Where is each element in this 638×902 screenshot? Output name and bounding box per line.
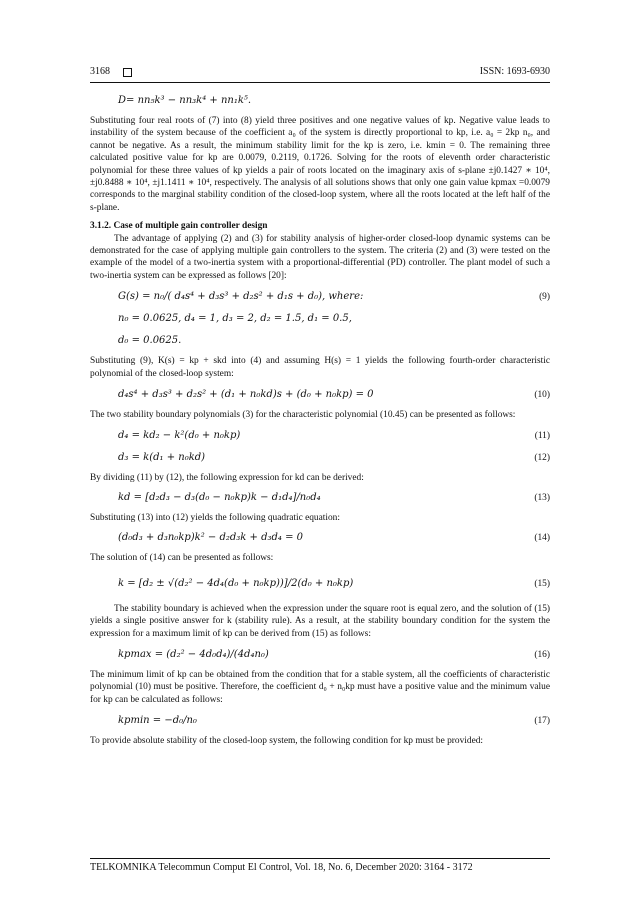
paragraph: The two stability boundary polynomials (3) for the characteristic polynomial (10.45) can be presented as follows: (90, 410, 516, 421)
equation-14: (d₀d₃ + d₃n₀kp)k² − d₂d₃k + d₃d₄ = 0 (14) (118, 532, 550, 544)
article-body (90, 90, 550, 748)
equation-15: k = [d₂ ± √(d₂² − 4d₄(d₀ + n₀kp))]/2(d₀ + n₀kp) (15) (118, 577, 550, 589)
paragraph: The minimum limit of kp can be obtained from the condition that for a stable system, all the coefficients of characteristic polynomial (10) must be positive. Therefore, the coefficient d₀ + n₀kp must have a positive value and the minimum value for kp can be calculated as follows: (90, 669, 550, 705)
page-number: 3168 (90, 66, 110, 77)
running-header (90, 66, 550, 82)
equation-10: d₄s⁴ + d₃s³ + d₂s² + (d₁ + n₀kd)s + (d₀ + n₀kp) = 0 (10) (118, 389, 550, 401)
paragraph: The stability boundary is achieved when the expression under the square root is equal zero, and the solution of (15) yields a single positive answer for k (stability rule). As a result, at the stability boundary condition for the system the expression for a maximum limit of kp can be derived from (15) as follows: (90, 603, 550, 639)
running-footer: TELKOMNIKA Telecommun Comput El Control, Vol. 18, No. 6, December 2020: 3164 - 3172 (90, 862, 473, 873)
equation-D: D= nn₅k³ − nn₃k⁴ + nn₁k⁵. (118, 95, 252, 106)
issn-label: ISSN: 1693-6930 (479, 66, 550, 77)
footer-rule (90, 858, 550, 859)
paragraph: Substituting four real roots of (7) into (8) yield three positives and one negative values of kp. Negative value leads to instability of the system because of the coefficient a₀ of the system is directly proportional to kp, i.e. a₀ = 2kp n₀, and cannot be negative. As a result, the minimum stability limit for the kp is zero, i.e. kmin = 0. The remaining three calculated positive value for kp are 0.0079, 0.2119, 0.1726. Solving for the roots of eleventh order characteristic polynomial for these three values of kp yields a pair of roots located on the imaginary axis of s-plane ±j0.1427 ∗ 10⁴, ±j0.8488 ∗ 10⁴, ±j1.1411 ∗ 10⁴, respectively. The analysis of all solutions shows that only one gain value kpmax =0.0079 corresponds to the marginal stability condition of the closed-loop system, where all the roots located at the left half of the s-plane. (90, 116, 550, 213)
paragraph: By dividing (11) by (12), the following expression for kd can be derived: (90, 472, 364, 483)
equation-12: d₃ = k(d₁ + n₀kd) (12) (118, 451, 550, 463)
header-rule (90, 82, 550, 83)
paragraph: To provide absolute stability of the closed-loop system, the following condition for kp must be provided: (90, 736, 484, 747)
equation-16: kpmax = (d₂² − 4d₀d₄)/(4d₄n₀) (16) (118, 648, 550, 660)
equation-17: kpmin = −d₀/n₀ (17) (118, 715, 550, 727)
equation-11: d₄ = kd₂ − k²(d₀ + n₀kp) (11) (118, 429, 550, 441)
paragraph: Substituting (13) into (12) yields the following quadratic equation: (90, 512, 340, 523)
equation-9: G(s) = n₀/( d₄s⁴ + d₃s³ + d₂s² + d₁s + d₀), where: (9) (118, 291, 550, 303)
square-bullet-icon (123, 68, 132, 77)
paragraph: Substituting (9), K(s) = kp + skd into (4) and assuming H(s) = 1 yields the following fourth-order characteristic polynomial of the closed-loop system: (90, 356, 550, 379)
section-heading: 3.1.2. Case of multiple gain controller design (90, 221, 268, 232)
paragraph: The advantage of applying (2) and (3) for stability analysis of higher-order closed-loop dynamic systems can be demonstrated for the case of applying multiple gain controllers to the system. The criteria (2) and (3) were tested on the example of the model of a two-inertia system with a proportional-differential (PD) controller. The plant model of such a two-inertia system can be expressed as follows [20]: (90, 233, 550, 281)
equation-13: kd = [d₂d₃ − d₃(d₀ − n₀kp)k − d₁d₄]/n₀d₄ (13) (118, 491, 550, 503)
paragraph: The solution of (14) can be presented as follows: (90, 553, 274, 564)
equation-9-params-2: d₀ = 0.0625. (118, 335, 182, 347)
equation-9-params: n₀ = 0.0625, d₄ = 1, d₃ = 2, d₂ = 1.5, d₁ = 0.5, (118, 313, 352, 325)
